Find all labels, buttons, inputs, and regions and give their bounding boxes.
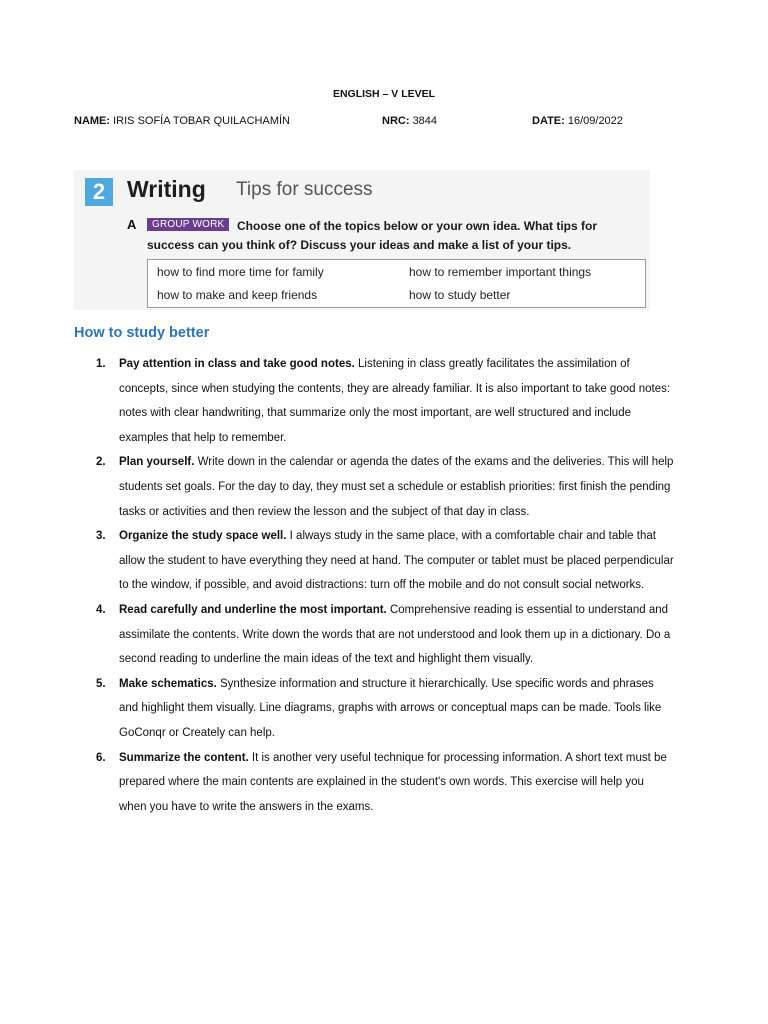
list-item xyxy=(96,672,674,746)
nrc-field xyxy=(382,115,437,127)
list-item xyxy=(96,598,674,672)
section-heading: How to study better xyxy=(74,325,210,341)
list-item xyxy=(96,450,674,524)
list-item-text: I always study in the same place, with a comfortable chair and table that allow the student to have everything they need at hand. The computer or tablet must be placed perpendicular to the window, if possible, and avoid distractions: turn off the mobile and do not consult social networks. xyxy=(119,530,674,592)
list-item-lead: Summarize the content. xyxy=(119,751,249,764)
writing-banner-image xyxy=(74,170,650,310)
date-field xyxy=(532,115,623,127)
topic-item: how to study better xyxy=(409,288,511,302)
list-item-number: 1. xyxy=(96,358,106,370)
list-item-text: Listening in class greatly facilitates the assimilation of concepts, since when studying the contents, they are already familiar. It is also important to take good notes: notes with clear handwriting, that summarize only the most important, are well structured and include examples that help to remember. xyxy=(119,358,671,444)
list-item-number: 4. xyxy=(96,603,106,616)
page-title: ENGLISH – V LEVEL xyxy=(332,88,436,100)
topic-item: how to make and keep friends xyxy=(157,288,318,302)
list-item-text: Synthesize information and structure it hierarchically. Use specific words and phrases and highlight them visually. Line diagrams, graphs with arrows or conceptual maps can be made. Tools like GoConqr or Creately can help. xyxy=(119,677,662,739)
list-item-number: 6. xyxy=(96,751,106,764)
exercise-letter: A xyxy=(127,217,137,232)
list-item-number: 5. xyxy=(96,677,106,690)
exercise-instruction: Choose one of the topics below or your own idea. What tips for success can you think of? Discuss your ideas and make a list of your tips. xyxy=(147,219,598,252)
name-field xyxy=(74,115,290,127)
topics-box xyxy=(147,259,646,308)
nrc-value: 3844 xyxy=(412,115,438,127)
list-item-lead: Plan yourself. xyxy=(119,456,195,469)
name-label: NAME: xyxy=(74,115,111,127)
list-item-text: Write down in the calendar or agenda the dates of the exams and the deliveries. This will help students set goals. For the day to day, they must set a schedule or establish priorities: first finish the pending tasks or activities and then review the lesson and the subject of that day in class. xyxy=(119,456,674,518)
list-item-lead: Pay attention in class and take good notes. xyxy=(119,358,355,370)
list-item-number: 2. xyxy=(96,456,106,469)
banner-subtitle: Tips for success xyxy=(236,179,373,200)
banner-title: Writing xyxy=(127,176,206,202)
topic-item: how to remember important things xyxy=(409,265,592,279)
date-label: DATE: xyxy=(532,115,565,127)
name-value: IRIS SOFÍA TOBAR QUILACHAMÍN xyxy=(113,115,290,127)
list-item-text: Comprehensive reading is essential to understand and assimilate the contents. Write down the words that are not understood and look them up in a dictionary. Do a second reading to underline the main ideas of the text and highlight them visually. xyxy=(119,603,671,666)
date-value: 16/09/2022 xyxy=(567,115,623,127)
tips-list xyxy=(96,352,674,819)
group-work-badge: GROUP WORK xyxy=(147,218,229,231)
nrc-label: NRC: xyxy=(382,115,410,127)
list-item xyxy=(96,524,674,598)
list-item-lead: Make schematics. xyxy=(119,677,217,690)
list-item-lead: Organize the study space well. xyxy=(119,530,287,543)
list-item-number: 3. xyxy=(96,530,106,543)
list-item-lead: Read carefully and underline the most important. xyxy=(119,603,387,616)
list-item xyxy=(96,746,674,820)
list-item xyxy=(96,352,674,450)
list-item-text: It is another very useful technique for processing information. A short text must be prepared where the main contents are explained in the student's own words. This exercise will help you when you have to write the answers in the exams. xyxy=(119,751,667,813)
topic-item: how to find more time for family xyxy=(157,265,324,279)
section-number-badge: 2 xyxy=(85,178,113,206)
